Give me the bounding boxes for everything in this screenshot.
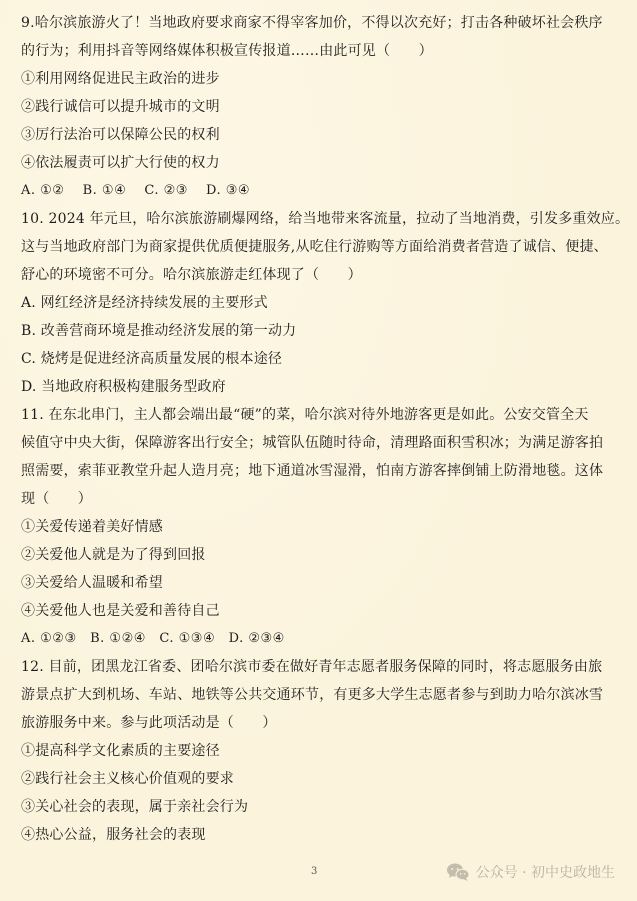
question-12 (21, 653, 621, 849)
question-stem-line: 游景点扩大到机场、车站、地铁等公共交通环节，有更多大学生志愿者参与到助力哈尔滨冰雪 (21, 687, 604, 703)
statement-item: ②践行诚信可以提升城市的文明 (21, 99, 220, 115)
answer-option: B. 改善营商环境是推动经济发展的第一动力 (21, 323, 297, 339)
question-stem-line: 舒心的环境密不可分。哈尔滨旅游走红体现了（ ） (21, 267, 362, 283)
question-9 (21, 9, 621, 205)
question-list (21, 9, 630, 849)
question-stem-line: 现（ ） (21, 491, 92, 507)
statement-item: ④关爱他人也是关爱和善待自己 (21, 603, 220, 619)
answer-options: A. ①②③ B. ①②④ C. ①③④ D. ②③④ (21, 631, 285, 646)
question-stem-line: 照需要，索菲亚教堂升起人造月亮；地下通道冰雪湿滑，怕南方游客摔倒铺上防滑地毯。这体 (21, 463, 604, 479)
statement-item: ①提高科学文化素质的主要途径 (21, 743, 220, 759)
statement-item: ③厉行法治可以保障公民的权利 (21, 127, 220, 143)
statement-item: ②践行社会主义核心价值观的要求 (21, 771, 234, 787)
answer-option: D. 当地政府积极构建服务型政府 (21, 379, 226, 395)
question-10 (21, 205, 630, 401)
statement-item: ③关爱给人温暖和希望 (21, 575, 163, 591)
statement-item: ③关心社会的表现，属于亲社会行为 (21, 799, 249, 815)
wechat-icon (446, 862, 470, 882)
question-stem-line: 12. 目前，团黑龙江省委、团哈尔滨市委在做好青年志愿者服务保障的同时，将志愿服务由旅 (21, 659, 603, 675)
statement-item: ①关爱传递着美好情感 (21, 519, 163, 535)
question-stem-line: 11. 在东北串门，主人都会端出最“硬”的菜，哈尔滨对待外地游客更是如此。公安交管全天 (21, 407, 589, 423)
question-stem-line: 9.哈尔滨旅游火了！当地政府要求商家不得宰客加价，不得以次充好；打击各种破坏社会秩序 (21, 15, 603, 31)
watermark-text: 公众号 · 初中史政地生 (475, 865, 615, 881)
statement-item: ④热心公益，服务社会的表现 (21, 827, 206, 843)
question-11 (21, 401, 621, 653)
question-stem-line: 这与当地政府部门为商家提供优质便捷服务,从吃住行游购等方面给消费者营造了诚信、便捷、 (21, 239, 608, 255)
answer-options: A. ①② B. ①④ C. ②③ D. ③④ (21, 183, 251, 198)
question-stem-line: 旅游服务中来。参与此项活动是（ ） (21, 715, 277, 731)
question-stem-line: 的行为；利用抖音等网络媒体积极宣传报道……由此可见（ ） (21, 43, 433, 59)
page-number: 3 (311, 866, 318, 877)
answer-option: A. 网红经济是经济持续发展的主要形式 (21, 295, 268, 311)
statement-item: ④依法履责可以扩大行使的权力 (21, 155, 220, 171)
question-stem-line: 候值守中央大街，保障游客出行安全；城管队伍随时待命，清理路面积雪积冰；为满足游客拍 (21, 435, 604, 451)
watermark (446, 862, 615, 882)
statement-item: ①利用网络促进民主政治的进步 (21, 71, 220, 87)
question-stem-line: 10. 2024 年元旦，哈尔滨旅游刷爆网络，给当地带来客流量，拉动了当地消费，引发多重效应。 (21, 211, 630, 227)
answer-option: C. 烧烤是促进经济高质量发展的根本途径 (21, 351, 283, 367)
statement-item: ②关爱他人就是为了得到回报 (21, 547, 206, 563)
